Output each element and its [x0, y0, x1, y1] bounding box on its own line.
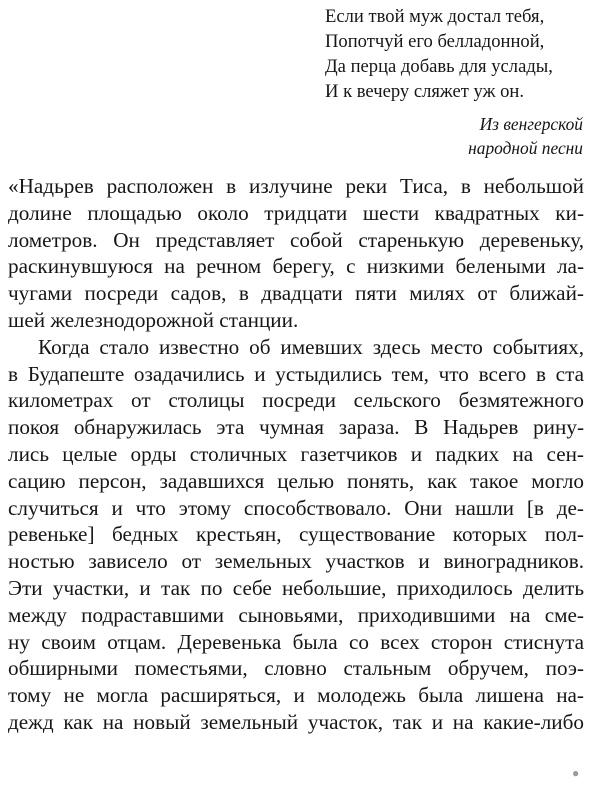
text-line: раскинувшуюся на речном берегу, с низкими белеными ла-: [8, 254, 584, 279]
text-line: ностью зависело от земельных участков и виноградников.: [8, 549, 584, 574]
text-line: километрах от столицы посреди сельского безмятежного: [8, 388, 584, 413]
epigraph-attribution: [325, 113, 587, 160]
epigraph: [325, 4, 587, 160]
text-line: обширными поместьями, словно стальным обручем, поэ-: [8, 656, 584, 681]
text-line: Эти участки, и так по себе небольшие, приходилось делить: [8, 575, 584, 600]
text-line: в Будапеште озадачились и устыдились тем, что всего в ста: [8, 361, 584, 386]
paragraph-2: [8, 334, 584, 736]
text-line: лометров. Он представляет собой старенькую деревеньку,: [8, 227, 584, 252]
text-line: лись целые орды столичных газетчиков и падких на сен-: [8, 441, 584, 466]
epigraph-line: Да перца добавь для услады,: [325, 56, 553, 77]
epigraph-line: Попотчуй его белладонной,: [325, 31, 545, 52]
text-line: шей железнодорожной станции.: [8, 307, 299, 332]
text-line: чугами посреди садов, в двадцати пяти милях от ближай-: [8, 281, 584, 306]
text-line: тому не могла расширяться, и молодежь была лишена на-: [8, 683, 584, 708]
epigraph-line: И к вечеру сляжет уж он.: [325, 81, 524, 102]
text-line: случиться и что этому способствовало. Они нашли [в де-: [8, 495, 584, 520]
paragraph-1: [8, 173, 584, 334]
text-line: ревеньке] бедных крестьян, существование которых пол-: [8, 522, 584, 547]
attribution-line: Из венгерской: [479, 114, 583, 134]
text-line: «Надьрев расположен в излучине реки Тиса, в небольшой: [8, 174, 584, 198]
text-line: сацию персон, задавшихся целью понять, как такое могло: [8, 468, 584, 493]
text-line: покоя обнаружилась эта чумная зараза. В Надьрев рину-: [8, 415, 584, 440]
text-line: ну своим отцам. Деревенька была со всех сторон стиснута: [8, 629, 584, 654]
epigraph-line: Если твой муж достал тебя,: [325, 6, 545, 27]
text-line: между подраставшими сыновьями, приходившими на сме-: [8, 602, 584, 627]
body-text: [8, 173, 584, 736]
attribution-line: народной песни: [468, 137, 583, 158]
text-line: Когда стало известно об имевших здесь место событиях,: [38, 334, 584, 359]
text-line: долине площадью около тридцати шести квадратных ки-: [8, 200, 584, 225]
text-line: дежд как на новый земельный участок, так и на какие-либо: [8, 709, 584, 734]
page-corner-mark: ●: [572, 766, 580, 780]
